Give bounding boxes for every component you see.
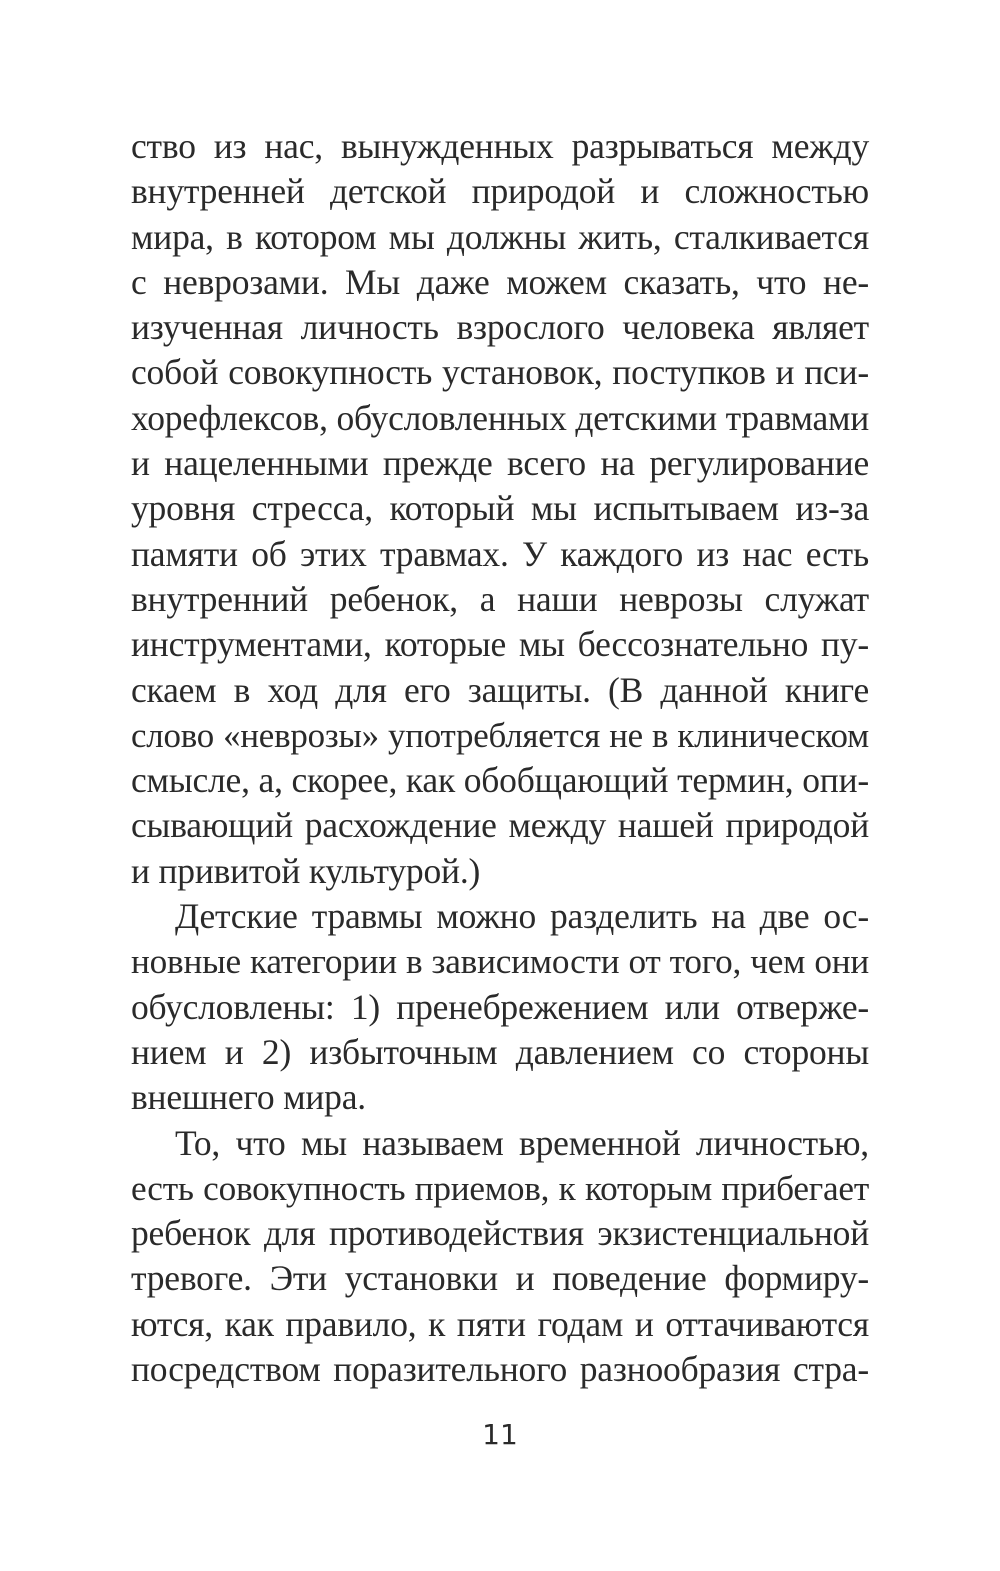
text-line: внешнего мира. — [131, 1077, 366, 1118]
text-line: ство из нас, вынужденных разрываться между — [131, 126, 869, 166]
text-line: посредством поразительного разнообразия стра- — [131, 1349, 869, 1390]
text-line: внутренний ребенок, а наши неврозы служат — [131, 578, 869, 619]
text-line: тревоге. Эти установки и поведение формиру- — [131, 1258, 869, 1299]
page-number: 11 — [482, 1418, 518, 1451]
text-line: памяти об этих травмах. У каждого из нас есть — [131, 533, 869, 574]
text-line: смысле, а, скорее, как обобщающий термин, опи- — [131, 760, 869, 801]
paragraph — [131, 894, 869, 1120]
text-line: внутренней детской природой и сложностью — [131, 171, 869, 212]
text-line: То, что мы называем временной личностью, — [175, 1122, 869, 1163]
text-line: и привитой культурой.) — [131, 850, 481, 891]
book-page-text — [131, 124, 869, 1392]
text-line: скаем в ход для его защиты. (В данной книге — [131, 669, 869, 710]
text-line: с неврозами. Мы даже можем сказать, что не- — [131, 261, 869, 302]
text-line: собой совокупность установок, поступков и пси- — [131, 352, 869, 393]
text-line: и нацеленными прежде всего на регулирование — [131, 443, 869, 484]
text-line: инструментами, которые мы бессознательно пу- — [131, 624, 869, 665]
text-line: ются, как правило, к пяти годам и оттачиваются — [131, 1303, 869, 1344]
text-line: есть совокупность приемов, к которым прибегает — [131, 1168, 869, 1208]
text-line: ребенок для противодействия экзистенциальной — [131, 1213, 869, 1254]
text-line: уровня стресса, который мы испытываем из-за — [131, 488, 869, 529]
text-line: новные категории в зависимости от того, чем они — [131, 942, 869, 982]
paragraph — [131, 124, 869, 894]
text-line: слово «неврозы» употребляется не в клиническом — [131, 715, 869, 755]
paragraph — [131, 1121, 869, 1393]
text-line: изученная личность взрослого человека являет — [131, 307, 869, 348]
text-line: хорефлексов, обусловленных детскими травмами — [131, 397, 870, 438]
text-line: сывающий расхождение между нашей природой — [131, 805, 869, 846]
text-line: Детские травмы можно разделить на две ос- — [175, 896, 869, 937]
text-line: мира, в котором мы должны жить, сталкивается — [131, 216, 869, 257]
text-line: нием и 2) избыточным давлением со стороны — [131, 1031, 869, 1072]
text-line: обусловлены: 1) пренебрежением или отверже- — [131, 986, 869, 1027]
